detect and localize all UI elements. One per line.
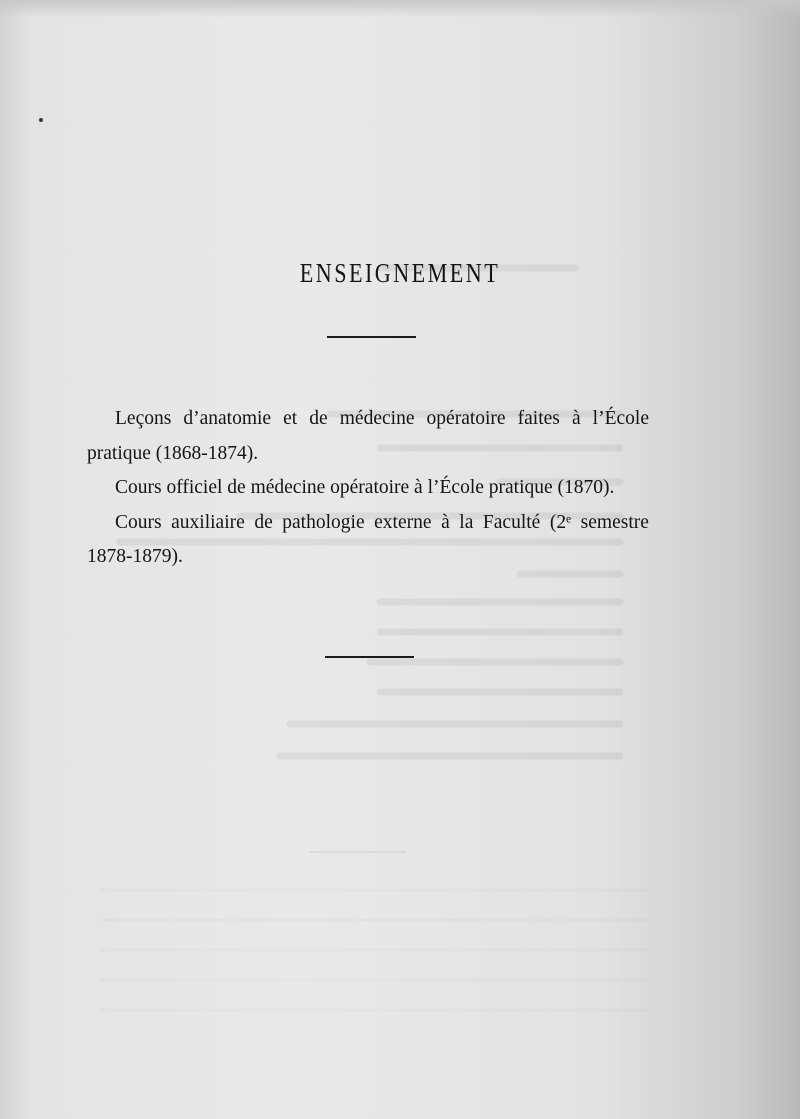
- entry-line: Cours officiel de médecine opératoire à l’École pratique (1870).: [115, 477, 615, 498]
- entry-line: Leçons d’anatomie et de médecine opératoire faites à l’École: [115, 408, 649, 429]
- entry-anatomy-lessons: [87, 402, 649, 471]
- entry-line: 1878-1879).: [87, 546, 183, 567]
- page-top-shadow: [0, 0, 800, 18]
- entry-auxiliary-course: [87, 506, 649, 575]
- entry-line: Cours auxiliaire de pathologie externe à la Faculté (2ᵉ semestre: [115, 511, 649, 533]
- entry-line: pratique (1868-1874).: [87, 442, 259, 464]
- ink-speck: [39, 118, 43, 122]
- entries-list: [87, 402, 649, 575]
- title-divider: [327, 336, 416, 338]
- end-divider: [325, 656, 414, 658]
- section-title: ENSEIGNEMENT: [299, 258, 501, 288]
- entry-official-course: [115, 471, 649, 506]
